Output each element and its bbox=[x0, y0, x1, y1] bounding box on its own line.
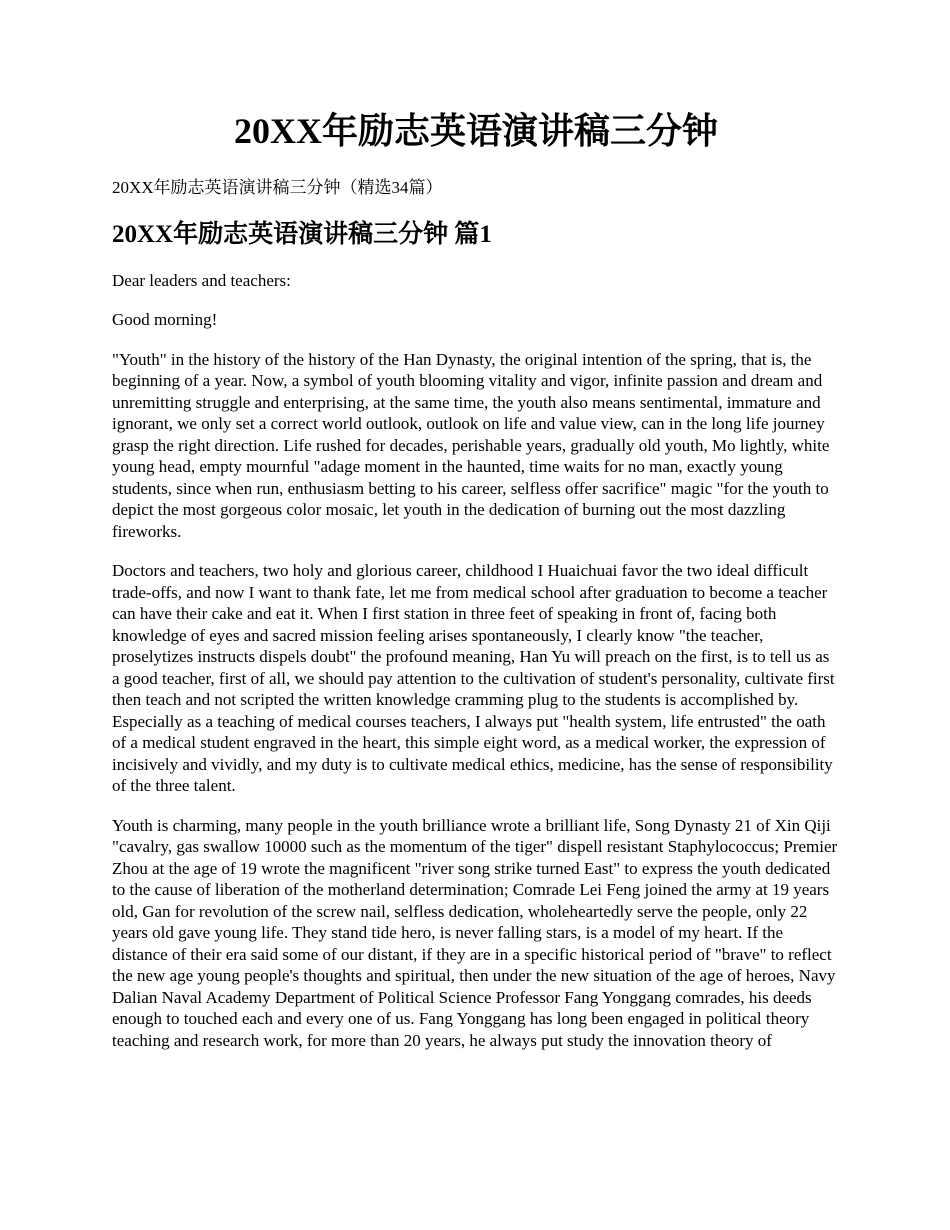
salutation: Dear leaders and teachers: bbox=[112, 270, 291, 290]
body-paragraph: "Youth" in the history of the history of the Han Dynasty, the original intention of the spring, that is, the beginning of a year. Now, a symbol of youth blooming vitality and vigor, infinite passion and dream and unremitting struggle and enterprising, at the same time, the youth also means sentimental, immature and ignorant, we only set a correct world outlook, outlook on life and value view, can in the long life journey grasp the right direction. Life rushed for decades, perishable years, gradually old youth, Mo lightly, white young head, empty mournful "adage moment in the haunted, time waits for no man, exactly young students, since when run, enthusiasm betting to his career, selfless offer sacrifice" magic "for the youth to depict the most gorgeous color mosaic, let youth in the dedication of burning out the most dazzling fireworks. bbox=[112, 349, 830, 541]
section-heading: 20XX年励志英语演讲稿三分钟 篇1 bbox=[112, 221, 492, 249]
document-title: 20XX年励志英语演讲稿三分钟 bbox=[234, 111, 718, 151]
body-paragraph: Doctors and teachers, two holy and glorious career, childhood I Huaichuai favor the two ideal difficult trade-offs, and now I want to thank fate, let me from medical school after graduation to become a teacher can have their cake and eat it. When I first station in three feet of speaking in front of, facing both knowledge of eyes and sacred mission feeling arises spontaneously, I clearly know "the teacher, proselytizes instructs dispels doubt" the profound meaning, Han Yu will preach on the first, is to tell us as a good teacher, first of all, we should pay attention to the cultivation of student's personality, cultivate first then teach and not scripted the written knowledge cramming plug to the students is accomplished by. Especially as a teaching of medical courses teachers, I always put "health system, life entrusted" the oath of a medical student engraved in the heart, this simple eight word, as a medical worker, the expression of incisively and vividly, and my duty is to cultivate medical ethics, medicine, has the sense of responsibility of the three talent. bbox=[112, 561, 835, 796]
document-subtitle: 20XX年励志英语演讲稿三分钟（精选34篇） bbox=[112, 178, 443, 198]
document-page bbox=[112, 110, 840, 1069]
body-paragraph: Youth is charming, many people in the youth brilliance wrote a brilliant life, Song Dynasty 21 of Xin Qiji "cavalry, gas swallow 10000 such as the momentum of the tiger" dispell resistant Staphylococcus; Premier Zhou at the age of 19 wrote the magnificent "river song strike turned East" to express the youth dedicated to the cause of liberation of the motherland determination; Comrade Lei Feng joined the army at 19 years old, Gan for revolution of the screw nail, selfless dedication, wholeheartedly serve the people, only 22 years old gave young life. They stand tide hero, is never falling stars, is a model of my heart. If the distance of their era said some of our distant, if they are in a specific historical period of "brave" to reflect the new age young people's thoughts and spiritual, then under the new situation of the age of heroes, Navy Dalian Naval Academy Department of Political Science Professor Fang Yonggang comrades, his deeds enough to touched each and every one of us. Fang Yonggang has long been engaged in political theory teaching and research work, for more than 20 years, he always put study the innovation theory of bbox=[112, 815, 838, 1050]
greeting: Good morning! bbox=[112, 310, 218, 330]
